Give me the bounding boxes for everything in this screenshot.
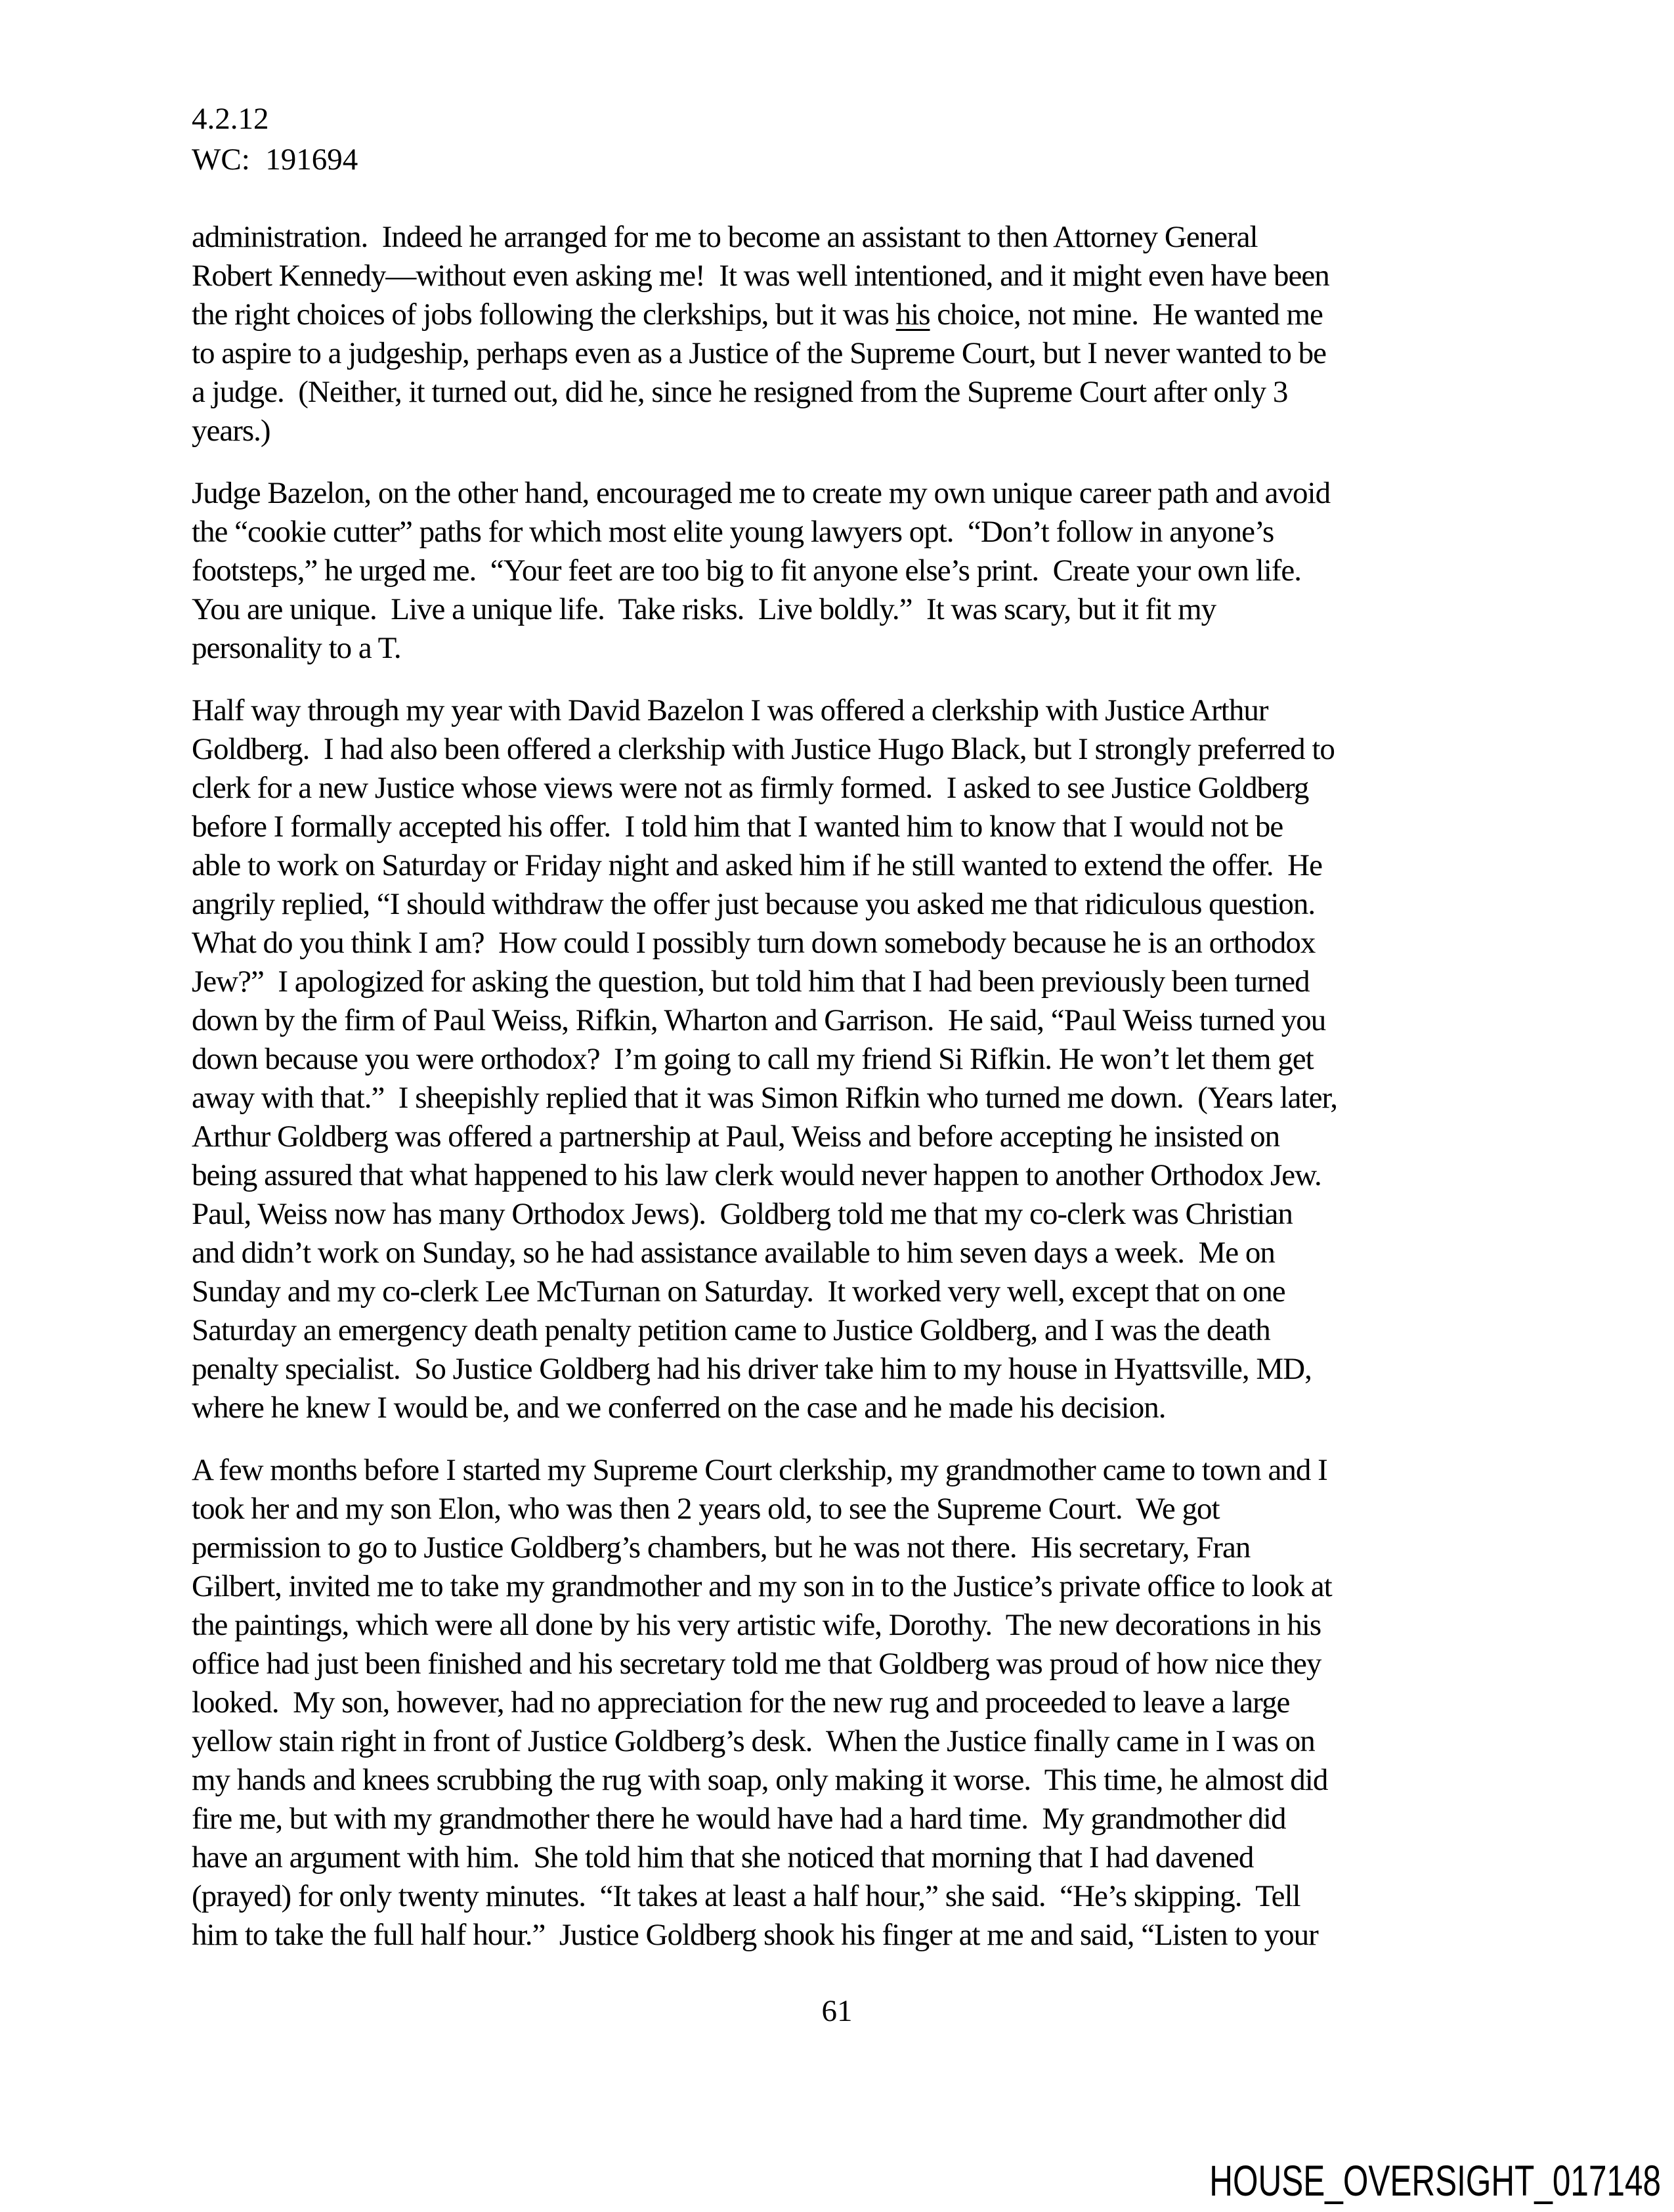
text-line (192, 1350, 1513, 1389)
text-segment: to aspire to a judgeship, perhaps even as a Justice of the Supreme Court, but I never wanted to be (192, 336, 1326, 370)
paragraph (192, 691, 1513, 1427)
text-line (192, 1311, 1513, 1350)
text-line (192, 1529, 1513, 1567)
header-word-count: WC: 191694 (192, 142, 358, 177)
text-segment: angrily replied, “I should withdraw the offer just because you asked me that ridiculous question. (192, 887, 1316, 921)
text-segment: the paintings, which were all done by his very artistic wife, Dorothy. The new decorations in his (192, 1608, 1321, 1642)
text-line (192, 1079, 1513, 1117)
text-segment: Half way through my year with David Bazelon I was offered a clerkship with Justice Arthur (192, 693, 1268, 727)
text-segment: where he knew I would be, and we conferred on the case and he made his decision. (192, 1391, 1166, 1425)
text-segment: clerk for a new Justice whose views were not as firmly formed. I asked to see Justice Goldberg (192, 771, 1309, 805)
text-line (192, 1606, 1513, 1645)
document-body (192, 218, 1513, 1978)
text-segment: him to take the full half hour.” Justice Goldberg shook his finger at me and said, “Listen to your (192, 1918, 1318, 1952)
text-line (192, 808, 1513, 846)
text-line (192, 1272, 1513, 1311)
text-line (192, 769, 1513, 808)
text-segment: my hands and knees scrubbing the rug with soap, only making it worse. This time, he almost did (192, 1763, 1328, 1797)
text-segment: choice, not mine. He wanted me (930, 297, 1323, 332)
text-segment: Goldberg. I had also been offered a clerkship with Justice Hugo Black, but I strongly preferred to (192, 732, 1335, 766)
text-segment: Sunday and my co-clerk Lee McTurnan on Saturday. It worked very well, except that on one (192, 1274, 1285, 1309)
text-line (192, 257, 1513, 295)
text-line (192, 334, 1513, 373)
text-line (192, 1117, 1513, 1156)
text-segment: Robert Kennedy—without even asking me! It was well intentioned, and it might even have been (192, 259, 1329, 293)
text-segment: down by the firm of Paul Weiss, Rifkin, Wharton and Garrison. He said, “Paul Weiss turned you (192, 1003, 1326, 1037)
text-line (192, 846, 1513, 885)
text-line (192, 1761, 1513, 1800)
text-line (192, 1800, 1513, 1838)
text-segment: the “cookie cutter” paths for which most elite young lawyers opt. “Don’t follow in anyone’s (192, 515, 1274, 549)
text-line (192, 373, 1513, 412)
text-segment: looked. My son, however, had no appreciation for the new rug and proceeded to leave a large (192, 1685, 1290, 1720)
text-segment: able to work on Saturday or Friday night and asked him if he still wanted to extend the offer. He (192, 848, 1322, 882)
text-segment: What do you think I am? How could I possibly turn down somebody because he is an orthodox (192, 926, 1316, 960)
text-segment: the right choices of jobs following the clerkships, but it was (192, 297, 896, 332)
text-line (192, 412, 1513, 450)
text-line (192, 730, 1513, 769)
text-line (192, 1451, 1513, 1490)
text-line (192, 1567, 1513, 1606)
text-segment: a judge. (Neither, it turned out, did he, since he resigned from the Supreme Court after only 3 (192, 375, 1288, 409)
text-segment: footsteps,” he urged me. “Your feet are too big to fit anyone else’s print. Create your own life. (192, 553, 1302, 588)
text-segment: and didn’t work on Sunday, so he had assistance available to him seven days a week. Me on (192, 1236, 1275, 1270)
page-number: 61 (821, 1994, 853, 2028)
text-segment: penalty specialist. So Justice Goldberg had his driver take him to my house in Hyattsville, MD, (192, 1352, 1312, 1386)
text-line (192, 1156, 1513, 1195)
text-line (192, 1916, 1513, 1955)
text-line (192, 1722, 1513, 1761)
text-segment: down because you were orthodox? I’m going to call my friend Si Rifkin. He won’t let them get (192, 1042, 1314, 1076)
text-segment: years.) (192, 414, 270, 448)
text-line (192, 1001, 1513, 1040)
text-line (192, 1490, 1513, 1529)
text-line (192, 1877, 1513, 1916)
text-segment: office had just been finished and his secretary told me that Goldberg was proud of how nice they (192, 1647, 1321, 1681)
text-line (192, 1040, 1513, 1079)
document-header (192, 98, 358, 180)
text-line (192, 963, 1513, 1001)
text-line (192, 1838, 1513, 1877)
underlined-text: his (895, 297, 930, 332)
text-line (192, 691, 1513, 730)
bates-stamp: HOUSE_OVERSIGHT_017148 (1209, 2156, 1661, 2205)
text-segment: personality to a T. (192, 631, 401, 665)
text-segment: Gilbert, invited me to take my grandmother and my son in to the Justice’s private office to look at (192, 1569, 1332, 1603)
text-line (192, 1683, 1513, 1722)
text-segment: Saturday an emergency death penalty petition came to Justice Goldberg, and I was the death (192, 1313, 1270, 1347)
text-line (192, 218, 1513, 257)
text-line (192, 1234, 1513, 1272)
text-segment: yellow stain right in front of Justice Goldberg’s desk. When the Justice finally came in I was on (192, 1724, 1315, 1758)
text-line (192, 924, 1513, 963)
header-date: 4.2.12 (192, 102, 269, 136)
text-segment: before I formally accepted his offer. I told him that I wanted him to know that I would not be (192, 810, 1283, 844)
text-segment: (prayed) for only twenty minutes. “It takes at least a half hour,” she said. “He’s skipping. Tell (192, 1879, 1300, 1913)
paragraph (192, 474, 1513, 668)
text-line (192, 1645, 1513, 1683)
text-segment: permission to go to Justice Goldberg’s chambers, but he was not there. His secretary, Fran (192, 1530, 1251, 1565)
text-segment: Jew?” I apologized for asking the question, but told him that I had been previously been turned (192, 965, 1310, 999)
text-segment: took her and my son Elon, who was then 2 years old, to see the Supreme Court. We got (192, 1492, 1220, 1526)
text-line (192, 295, 1513, 334)
paragraph (192, 1451, 1513, 1955)
text-segment: have an argument with him. She told him that she noticed that morning that I had davened (192, 1840, 1254, 1875)
text-segment: administration. Indeed he arranged for me to become an assistant to then Attorney General (192, 220, 1258, 254)
text-segment: Paul, Weiss now has many Orthodox Jews). Goldberg told me that my co-clerk was Christian (192, 1197, 1293, 1231)
text-line (192, 1389, 1513, 1427)
text-line (192, 1195, 1513, 1234)
paragraph (192, 218, 1513, 450)
text-segment: You are unique. Live a unique life. Take risks. Live boldly.” It was scary, but it fit my (192, 592, 1216, 626)
text-line (192, 590, 1513, 629)
text-line (192, 552, 1513, 590)
text-segment: fire me, but with my grandmother there he would have had a hard time. My grandmother did (192, 1802, 1286, 1836)
text-line (192, 474, 1513, 513)
text-line (192, 885, 1513, 924)
text-segment: A few months before I started my Supreme Court clerkship, my grandmother came to town and I (192, 1453, 1327, 1487)
text-segment: away with that.” I sheepishly replied that it was Simon Rifkin who turned me down. (Years later, (192, 1081, 1337, 1115)
text-segment: being assured that what happened to his law clerk would never happen to another Orthodox Jew. (192, 1158, 1321, 1192)
text-line (192, 629, 1513, 668)
text-segment: Arthur Goldberg was offered a partnership at Paul, Weiss and before accepting he insisted on (192, 1119, 1280, 1154)
text-line (192, 513, 1513, 552)
text-segment: Judge Bazelon, on the other hand, encouraged me to create my own unique career path and avoid (192, 476, 1331, 510)
